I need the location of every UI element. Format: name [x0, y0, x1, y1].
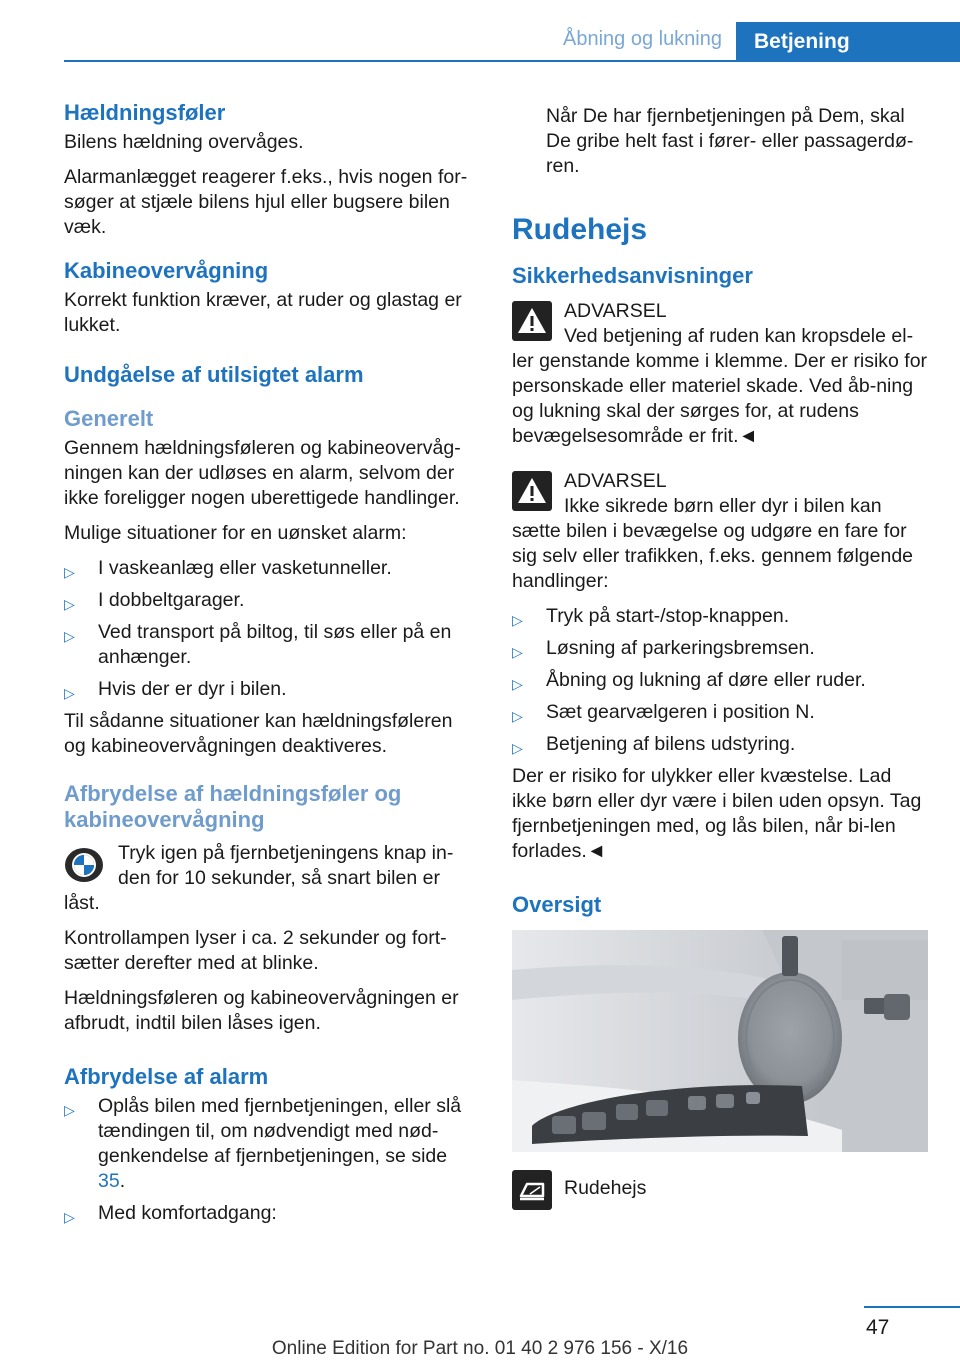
text-cabin: Korrekt funktion kræver, at ruder og glastag er lukket. — [64, 289, 462, 336]
warning-title: ADVARSEL — [564, 470, 667, 492]
text-tilt-2: Alarmanlægget reagerer f.eks., hvis nogen for‐søger at stjæle bilens hjul eller bugsere bilen væk. — [64, 166, 468, 238]
page-number: 47 — [866, 1316, 890, 1339]
list-item: ▷ Betjening af bilens udstyring. — [512, 732, 928, 757]
text-risk: Der er risiko for ulykker eller kvæstelse. Lad ikke børn eller dyr være i bilen uden opsyn. Tag fjernbetjeningen med, og lås bilen, når bi‐len forlades.◄ — [512, 765, 922, 862]
page-reference-link[interactable]: 35 — [98, 1170, 120, 1192]
edition-footer: Online Edition for Part no. 01 40 2 976 156 - X/16 — [271, 1338, 689, 1359]
text-interrupted: Hældningsføleren og kabineovervågningen er afbrudt, indtil bilen låses igen. — [64, 987, 459, 1034]
heading-interrupt-sensors: Afbrydelse af hældningsføler og kabineovervågning — [64, 781, 402, 832]
fob-instruction: Tryk igen på fjernbetjeningens knap in‐den for 10 sekunder, så snart bilen er låst. — [64, 842, 454, 914]
warning-title: ADVARSEL — [564, 300, 667, 322]
bmw-key-fob-icon — [64, 845, 104, 885]
warning-text: Ved betjening af ruden kan kropsdele el‐ler genstande komme i klemme. Der er risiko for personskade eller materiel skade. Ved åb‐ning og lukning skal der sørges for, at rudens bevægelsesområde er frit.◄ — [512, 325, 928, 447]
right-column — [512, 104, 928, 1210]
text-comfort-access: Når De har fjernbetjeningen på Dem, skal De gribe helt fast i fører- eller passagerdø‐ren. — [546, 105, 914, 177]
situations-list — [64, 556, 478, 702]
heading-tilt-sensor: Hældningsføler — [64, 100, 226, 125]
left-column — [64, 100, 478, 1233]
list-item: ▷ Hvis der er dyr i bilen. — [64, 677, 478, 702]
heading-windows: Rudehejs — [512, 213, 648, 246]
list-item: ▷ I vaskeanlæg eller vasketunneller. — [64, 556, 478, 581]
bullet-triangle-icon: ▷ — [64, 628, 75, 644]
heading-overview: Oversigt — [512, 892, 602, 917]
door-panel-photo — [512, 930, 928, 1152]
door-panel-illustration — [512, 930, 928, 1152]
heading-safety: Sikkerhedsanvisninger — [512, 263, 753, 288]
text-possible-situations: Mulige situationer for en uønsket alarm: — [64, 522, 407, 544]
heading-avoid-alarm: Undgåelse af utilsigtet alarm — [64, 362, 364, 387]
header-rule — [64, 60, 960, 62]
bullet-triangle-icon: ▷ — [64, 1209, 75, 1225]
list-item: ▷ Åbning og lukning af døre eller ruder. — [512, 668, 928, 693]
list-item: ▷ Løsning af parkeringsbremsen. — [512, 636, 928, 661]
list-item: ▷ Sæt gearvælgeren i position N. — [512, 700, 928, 725]
bullet-triangle-icon: ▷ — [64, 685, 75, 701]
header-chapter-tab: Betjening — [736, 22, 960, 62]
bullet-triangle-icon: ▷ — [64, 1102, 75, 1118]
text-lamp: Kontrollampen lyser i ca. 2 sekunder og fort‐sætter derefter med at blinke. — [64, 927, 447, 974]
text-tilt-1: Bilens hældning overvåges. — [64, 131, 304, 153]
bullet-triangle-icon: ▷ — [64, 564, 75, 580]
bullet-triangle-icon: ▷ — [512, 676, 523, 692]
text-deactivate: Til sådanne situationer kan hældningsføleren og kabineovervågningen deaktiveres. — [64, 710, 453, 757]
heading-stop-alarm: Afbrydelse af alarm — [64, 1064, 269, 1089]
risk-actions-list — [512, 604, 928, 757]
heading-cabin-monitoring: Kabineovervågning — [64, 258, 269, 283]
window-switch-icon — [512, 1170, 552, 1210]
bullet-triangle-icon: ▷ — [64, 596, 75, 612]
stop-alarm-list — [64, 1094, 478, 1226]
text-general: Gennem hældningsføleren og kabineovervåg‐ningen kan der udløses en alarm, selvom der ikke foreligger nogen uberettigede handlinger. — [64, 437, 461, 509]
caption-window-lifts: Rudehejs — [512, 1170, 928, 1195]
warning-triangle-icon — [512, 471, 552, 511]
bullet-triangle-icon: ▷ — [512, 644, 523, 660]
header-section-title: Åbning og lukning — [562, 28, 722, 50]
bullet-triangle-icon: ▷ — [512, 740, 523, 756]
list-item: ▷ I dobbeltgarager. — [64, 588, 478, 613]
bullet-triangle-icon: ▷ — [512, 612, 523, 628]
warning-triangle-icon — [512, 301, 552, 341]
warning-box-2 — [512, 469, 928, 594]
heading-general: Generelt — [64, 406, 154, 431]
bullet-triangle-icon: ▷ — [512, 708, 523, 724]
list-item: ▷ Tryk på start-/stop-knappen. — [512, 604, 928, 629]
warning-text: Ikke sikrede børn eller dyr i bilen kan sætte bilen i bevægelse og udgøre en fare for sig selv eller trafikken, f.eks. gennem følgende handlinger: — [512, 495, 914, 592]
list-item: ▷ Med komfortadgang: — [64, 1201, 478, 1226]
list-item: ▷ Ved transport på biltog, til søs eller på en anhænger. — [64, 621, 452, 668]
warning-box-1 — [512, 299, 928, 449]
list-item: ▷ Oplås bilen med fjernbetjeningen, eller slå tændingen til, om nødvendigt med nød‐genkendelse af fjernbetjeningen, se side 35. — [64, 1095, 462, 1192]
page-number-rule — [864, 1306, 960, 1308]
